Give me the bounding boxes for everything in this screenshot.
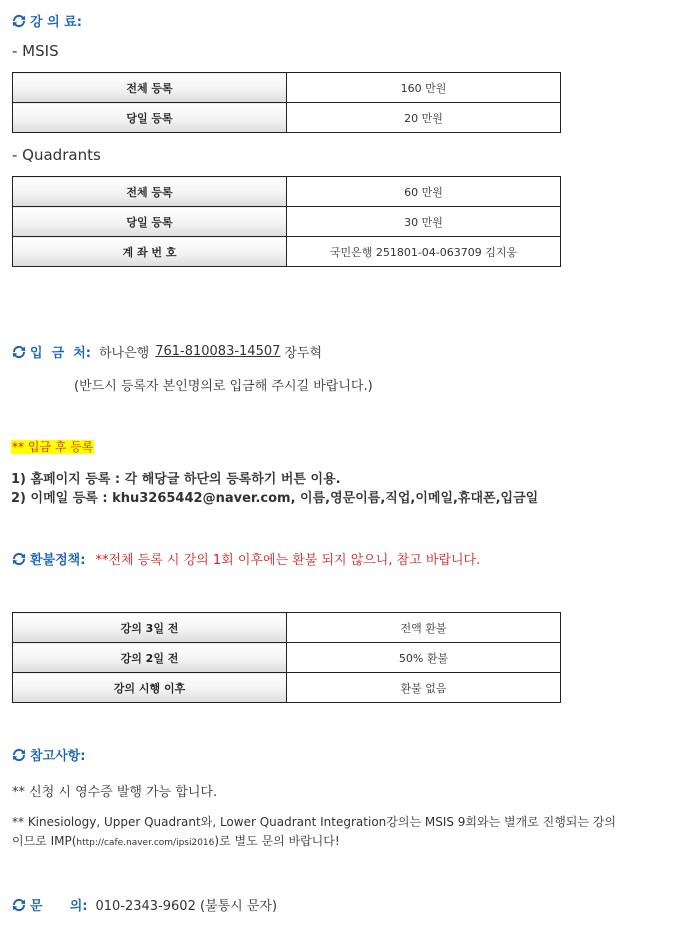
table-row — [13, 177, 561, 207]
table-head-cell: 전체 등록 — [13, 73, 287, 103]
deposit-holder: 장두혁 — [284, 346, 323, 361]
table-value-cell: 30 만원 — [287, 207, 561, 237]
table-value-cell: 50% 환불 — [287, 643, 561, 673]
contact-title: 문 의: — [30, 899, 88, 914]
table-row — [13, 73, 561, 103]
table-row — [13, 643, 561, 673]
table-value-cell: 환불 없음 — [287, 673, 561, 703]
table-head-cell: 전체 등록 — [13, 177, 287, 207]
notes-line-3-suffix: )로 별도 문의 바랍니다! — [214, 834, 340, 848]
cafe-url-link[interactable]: http://cafe.naver.com/ipsi2016 — [76, 838, 215, 848]
notes-title: 참고사항: — [30, 749, 86, 764]
deposit-section-header — [11, 342, 322, 361]
refund-policy-table — [12, 612, 561, 703]
registration-line-2 — [11, 487, 538, 506]
table-value-cell: 국민은행 251801-04-063709 김지웅 — [287, 237, 561, 267]
refresh-icon — [11, 344, 27, 360]
table-row — [13, 207, 561, 237]
refresh-icon — [11, 747, 27, 763]
tuition-title: 강 의 료: — [30, 15, 82, 30]
deposit-bank: 하나은행 — [98, 346, 150, 361]
refund-section-header — [11, 549, 480, 568]
notes-section-header — [11, 745, 85, 764]
tuition-section-header — [11, 11, 82, 30]
deposit-title: 입 금 처: — [30, 346, 91, 361]
table-head-cell: 당일 등록 — [13, 207, 287, 237]
table-head-cell: 강의 시행 이후 — [13, 673, 287, 703]
registration-highlight — [11, 436, 94, 455]
table-value-cell: 60 만원 — [287, 177, 561, 207]
table-row — [13, 103, 561, 133]
refresh-icon — [11, 897, 27, 913]
refund-notice: **전체 등록 시 강의 1회 이후에는 환불 되지 않으니, 참고 바랍니다. — [95, 553, 481, 568]
notes-line-1: ** 신청 시 영수증 발행 가능 합니다. — [12, 785, 218, 800]
table-head-cell: 강의 2일 전 — [13, 643, 287, 673]
registration-line-2-suffix: , 이름,영문이름,직업,이메일,휴대폰,입금일 — [290, 491, 539, 506]
registration-line-2-prefix: 2) 이메일 등록 : — [11, 491, 113, 506]
deposit-account-link[interactable]: 761-810083-14507 — [155, 344, 281, 359]
notes-line-3-prefix: 이므로 IMP( — [12, 834, 77, 848]
table-value-cell: 20 만원 — [287, 103, 561, 133]
registration-line-1: 1) 홈페이지 등록 : 각 해당글 하단의 등록하기 버튼 이용. — [11, 472, 341, 487]
contact-value: 010-2343-9602 (불통시 문자) — [95, 899, 278, 914]
table-head-cell: 계 좌 번 호 — [13, 237, 287, 267]
quadrants-label: - Quadrants — [12, 146, 101, 164]
refresh-icon — [11, 551, 27, 567]
table-row — [13, 237, 561, 267]
refresh-icon — [11, 13, 27, 29]
msis-label: - MSIS — [12, 42, 59, 60]
notes-line-2: ** Kinesiology, Upper Quadrant와, Lower Quadrant Integration강의는 MSIS 9회와는 별개로 진행되는 강의 — [12, 815, 616, 829]
table-row — [13, 613, 561, 643]
msis-fee-table — [12, 72, 561, 133]
table-value-cell: 전액 환불 — [287, 613, 561, 643]
registration-email-link[interactable]: khu3265442@naver.com — [112, 491, 291, 506]
table-value-cell: 160 만원 — [287, 73, 561, 103]
deposit-note: (반드시 등록자 본인명의로 입금해 주시길 바랍니다.) — [74, 379, 373, 394]
table-row — [13, 673, 561, 703]
refund-title: 환불정책: — [30, 553, 86, 568]
registration-highlight-text: ** 입금 후 등록 — [12, 440, 94, 454]
notes-line-3 — [12, 832, 340, 849]
table-head-cell: 강의 3일 전 — [13, 613, 287, 643]
contact-section-header — [11, 895, 277, 914]
quadrants-fee-table — [12, 176, 561, 267]
table-head-cell: 당일 등록 — [13, 103, 287, 133]
